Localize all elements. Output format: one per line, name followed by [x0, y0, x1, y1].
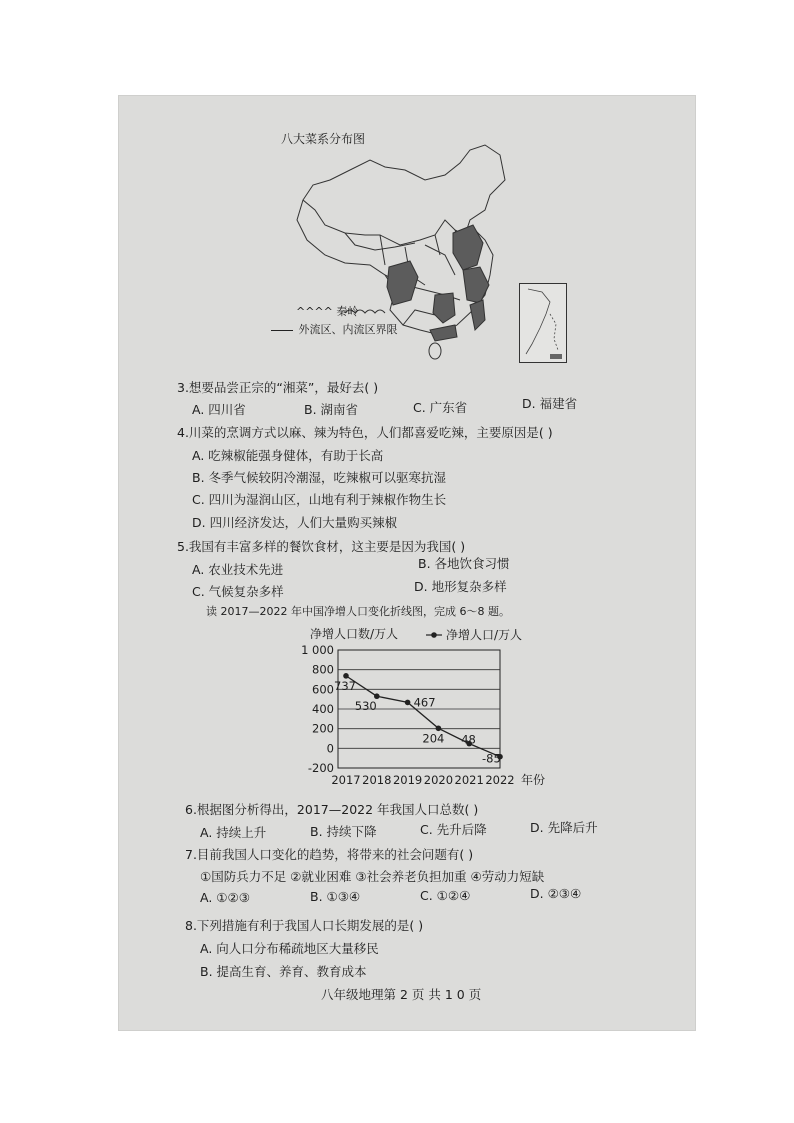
q6-option-d[interactable]: D. 先降后升 [530, 820, 598, 835]
q8-option-a[interactable]: A. 向人口分布稀疏地区大量移民 [200, 941, 379, 956]
chart-data-label: 467 [413, 695, 436, 710]
chart-x-tick-label: 2019 [392, 773, 423, 787]
q3-option-a[interactable]: A. 四川省 [192, 402, 246, 417]
boundary-line-icon [271, 330, 293, 331]
chart-y-tick-label: 400 [312, 702, 334, 716]
q3-option-b[interactable]: B. 湖南省 [304, 402, 359, 417]
question-6-stem: 6.根据图分析得出，2017—2022 年我国人口总数( ) [185, 802, 479, 817]
q6-option-a[interactable]: A. 持续上升 [200, 825, 267, 840]
chart-data-point [374, 693, 380, 699]
chart-data-label: 737 [334, 678, 356, 693]
chart-y-tick-label: 0 [326, 741, 334, 756]
chart-data-label: 48 [461, 732, 476, 747]
chart-y-tick-label: 200 [312, 721, 334, 736]
q3-option-d[interactable]: D. 福建省 [522, 396, 578, 411]
q7-option-c[interactable]: C. ①②④ [420, 888, 471, 903]
chart-y-axis-label: 净增人口数/万人 [310, 627, 399, 641]
q5-option-d[interactable]: D. 地形复杂多样 [414, 579, 507, 594]
chart-legend [426, 627, 522, 642]
chart-data-label: 204 [422, 731, 445, 746]
q5-option-c[interactable]: C. 气候复杂多样 [192, 584, 284, 599]
chart-intro: 读 2017—2022 年中国净增人口变化折线图，完成 6～8 题。 [206, 605, 510, 618]
q6-option-c[interactable]: C. 先升后降 [420, 822, 487, 837]
q4-option-a[interactable]: A. 吃辣椒能强身健体，有助于长高 [192, 448, 384, 463]
q7-option-b[interactable]: B. ①③④ [310, 889, 361, 904]
chart-data-label: -85 [482, 751, 501, 766]
question-3-stem: 3.想要品尝正宗的“湘菜”，最好去( ) [177, 380, 379, 395]
mountain-icon: ^^^^ [296, 305, 333, 318]
q4-option-d[interactable]: D. 四川经济发达，人们大量购买辣椒 [192, 515, 398, 530]
page-footer: 八年级地理第 2 页 共 1 0 页 [321, 987, 482, 1002]
chart-data-point [343, 673, 349, 679]
chart-x-tick-label: 2018 [362, 773, 392, 787]
q5-option-b[interactable]: B. 各地饮食习惯 [418, 556, 510, 571]
q7-option-d[interactable]: D. ②③④ [530, 886, 582, 901]
chart-data-point [405, 700, 411, 706]
q4-option-b[interactable]: B. 冬季气候较阴冷潮湿，吃辣椒可以驱寒抗湿 [192, 470, 447, 485]
map-title: 八大菜系分布图 [281, 132, 366, 146]
chart-legend-label: 净增人口/万人 [446, 628, 523, 642]
chart-x-tick-label: 2021 [454, 773, 484, 787]
legend-qinling: ^^^^ 秦岭 [296, 305, 359, 318]
question-4-stem: 4.川菜的烹调方式以麻、辣为特色，人们都喜爱吃辣，主要原因是( ) [177, 425, 553, 440]
chart-x-tick-label: 2017 [331, 773, 361, 787]
q7-items: ①国防兵力不足 ②就业困难 ③社会养老负担加重 ④劳动力短缺 [200, 869, 545, 884]
chart-x-tick-label: 2022 [485, 773, 515, 787]
q6-option-b[interactable]: B. 持续下降 [310, 824, 377, 839]
chart-y-tick-label: 800 [312, 662, 334, 677]
q4-option-c[interactable]: C. 四川为湿润山区，山地有利于辣椒作物生长 [192, 492, 447, 507]
question-7-stem: 7.目前我国人口变化的趋势，将带来的社会问题有( ) [185, 847, 474, 862]
q7-option-a[interactable]: A. ①②③ [200, 890, 250, 905]
chart-y-tick-label: -200 [307, 761, 334, 775]
south-china-sea-inset [519, 283, 567, 363]
legend-boundary: 外流区、内流区界限 [271, 321, 398, 337]
q5-option-a[interactable]: A. 农业技术先进 [192, 562, 284, 577]
legend-marker-icon [431, 632, 437, 638]
chart-data-point [436, 725, 442, 731]
q3-option-c[interactable]: C. 广东省 [413, 400, 468, 415]
chart-y-tick-label: 1 000 [301, 643, 334, 657]
chart-y-tick-label: 600 [312, 682, 334, 697]
chart-x-axis-label: 年份 [521, 773, 546, 787]
net-population-line-chart [290, 622, 550, 790]
question-8-stem: 8.下列措施有利于我国人口长期发展的是( ) [185, 918, 424, 933]
chart-x-tick-label: 2020 [423, 773, 454, 787]
chart-data-label: 530 [354, 699, 377, 714]
q8-option-b[interactable]: B. 提高生育、养育、教育成本 [200, 964, 367, 979]
question-5-stem: 5.我国有丰富多样的餐饮食材，这主要是因为我国( ) [177, 539, 466, 554]
